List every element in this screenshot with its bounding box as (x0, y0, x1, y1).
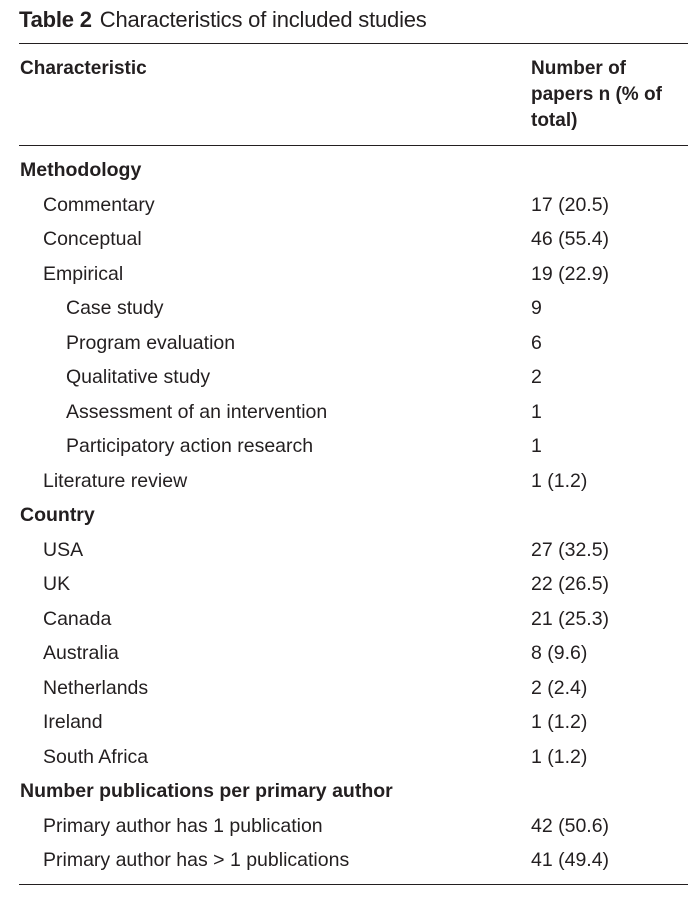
table-row-qualitative-study (0, 360, 696, 394)
section-heading-label: Methodology (20, 159, 142, 181)
row-label: USA (43, 539, 84, 561)
row-label: Program evaluation (66, 332, 236, 354)
row-value: 1 (1.2) (531, 470, 588, 492)
row-value: 17 (20.5) (531, 194, 610, 216)
table-row-one-publication (0, 809, 696, 843)
table-row-empirical (0, 257, 696, 291)
row-value: 9 (531, 297, 542, 319)
row-label: Primary author has > 1 publications (43, 849, 350, 871)
table-row-canada (0, 602, 696, 636)
row-label: Commentary (43, 194, 155, 216)
row-label: Canada (43, 608, 112, 630)
table-caption (19, 6, 427, 34)
row-value: 8 (9.6) (531, 642, 588, 664)
row-value: 1 (1.2) (531, 711, 588, 733)
row-label: Empirical (43, 263, 124, 285)
row-value: 46 (55.4) (531, 228, 610, 250)
row-label: Assessment of an intervention (66, 401, 328, 423)
column-header-number-line2: papers n (% of (531, 84, 662, 105)
row-value: 2 (531, 366, 542, 388)
table-row-literature-review (0, 464, 696, 498)
section-heading-methodology (0, 153, 696, 187)
row-label: UK (43, 573, 71, 595)
row-label: Conceptual (43, 228, 142, 250)
table-row-multiple-publications (0, 843, 696, 877)
row-value: 41 (49.4) (531, 849, 610, 871)
table-row-uk (0, 567, 696, 601)
row-label: Netherlands (43, 677, 149, 699)
row-value: 22 (26.5) (531, 573, 610, 595)
row-value: 6 (531, 332, 542, 354)
row-label: Case study (66, 297, 164, 319)
table-row-commentary (0, 188, 696, 222)
section-heading-publications (0, 774, 696, 808)
row-value: 21 (25.3) (531, 608, 610, 630)
section-heading-label: Number publications per primary author (20, 780, 393, 802)
row-label: South Africa (43, 746, 149, 768)
row-value: 1 (1.2) (531, 746, 588, 768)
row-value: 42 (50.6) (531, 815, 610, 837)
row-label: Participatory action research (66, 435, 314, 457)
section-heading-label: Country (20, 504, 95, 526)
row-value: 1 (531, 435, 542, 457)
table-row-usa (0, 533, 696, 567)
table-row-assessment-of-intervention (0, 395, 696, 429)
row-value: 2 (2.4) (531, 677, 588, 699)
row-label: Australia (43, 642, 119, 664)
table-row-south-africa (0, 740, 696, 774)
row-value: 27 (32.5) (531, 539, 610, 561)
column-header-number-line3: total) (531, 110, 578, 131)
column-header-characteristic: Characteristic (20, 58, 147, 79)
column-header-number-line1: Number of (531, 58, 626, 79)
table-row-participatory-action-research (0, 429, 696, 463)
table-label: Table 2 (19, 7, 92, 32)
table-row-program-evaluation (0, 326, 696, 360)
column-header-number (531, 56, 681, 134)
table-row-netherlands (0, 671, 696, 705)
table-title: Characteristics of included studies (99, 7, 427, 32)
section-heading-country (0, 498, 696, 532)
row-value: 1 (531, 401, 542, 423)
table-row-conceptual (0, 222, 696, 256)
row-value: 19 (22.9) (531, 263, 610, 285)
table-row-australia (0, 636, 696, 670)
header-rule (19, 145, 688, 146)
top-rule (19, 43, 688, 44)
bottom-rule (19, 884, 688, 885)
table-row-case-study (0, 291, 696, 325)
row-label: Primary author has 1 publication (43, 815, 323, 837)
row-label: Literature review (43, 470, 188, 492)
table-row-ireland (0, 705, 696, 739)
row-label: Qualitative study (66, 366, 211, 388)
row-label: Ireland (43, 711, 103, 733)
